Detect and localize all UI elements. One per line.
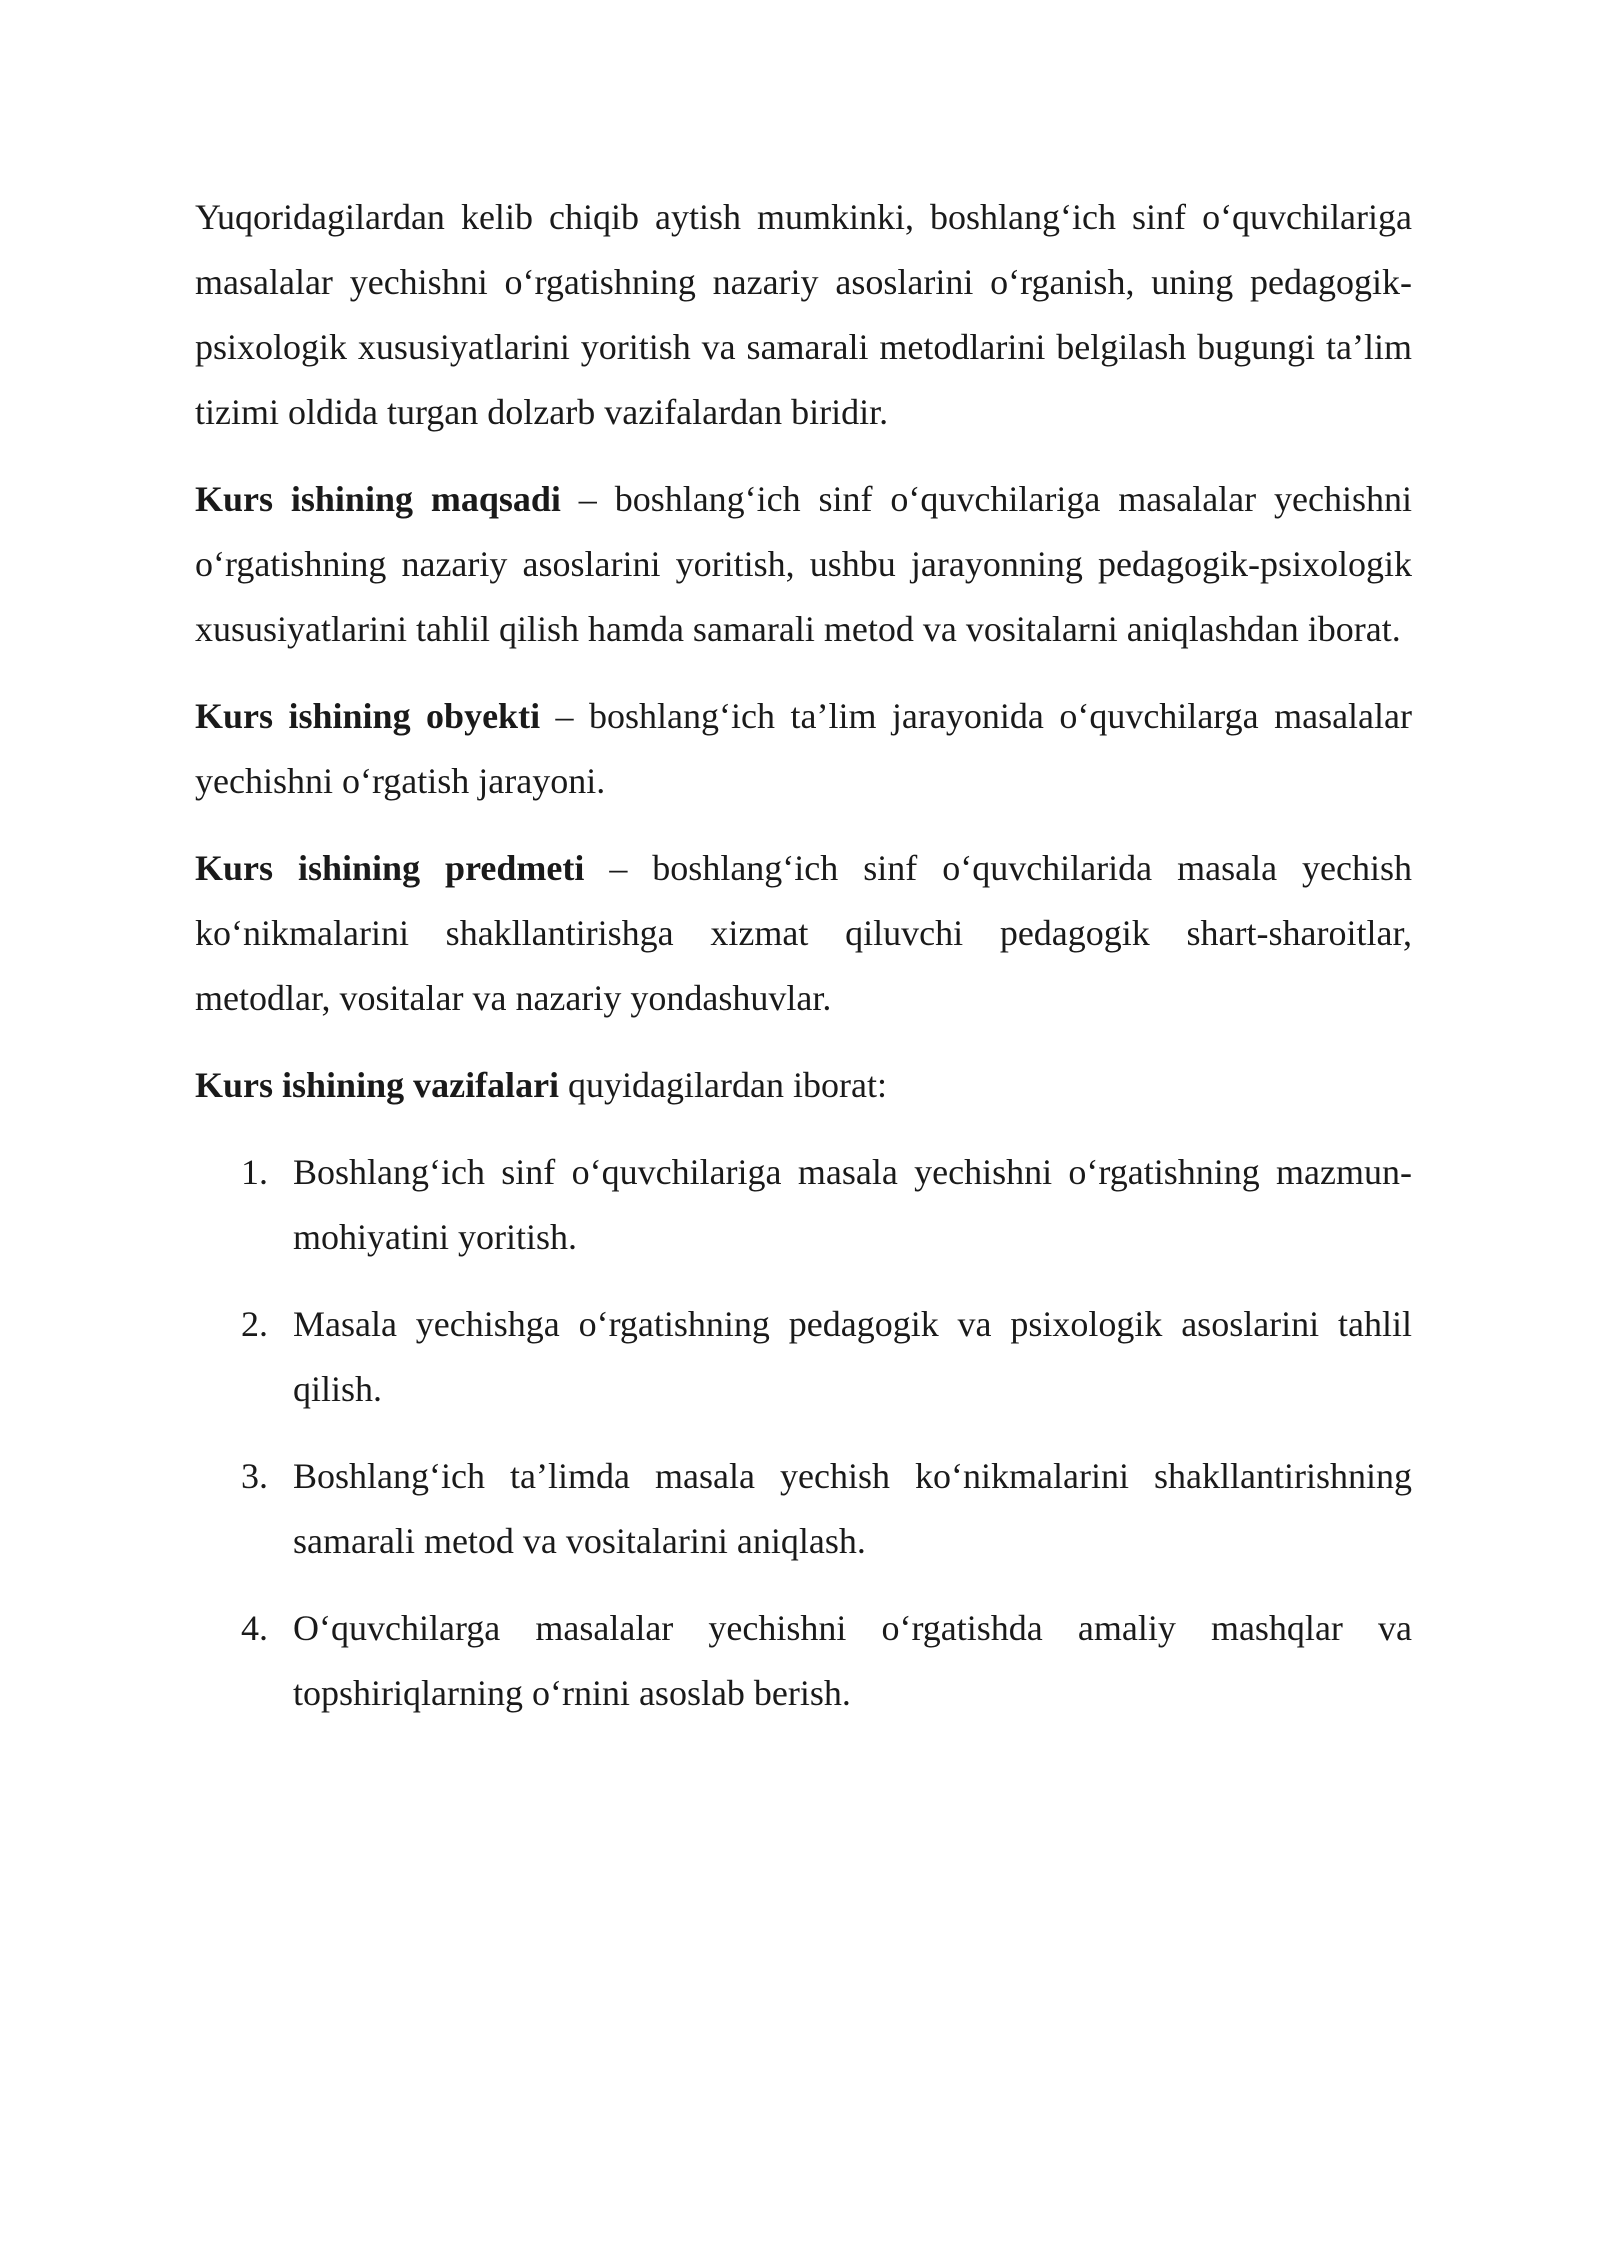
object-term: Kurs ishining obyekti — [195, 696, 541, 736]
list-item — [195, 1596, 1412, 1726]
object-paragraph — [195, 684, 1412, 814]
subject-paragraph — [195, 836, 1412, 1031]
tasks-text: quyidagilardan iborat: — [559, 1065, 887, 1105]
intro-paragraph: Yuqoridagilardan kelib chiqib aytish mumkinki, boshlang‘ich sinf o‘quvchilariga masalalar yechishni o‘rgatishning nazariy asoslarini o‘rganish, uning pedagogik-psixologik xususiyatlarini yoritish va samarali metodlarini belgilash bugungi ta’lim tizimi oldida turgan dolzarb vazifalardan biridir. — [195, 197, 1412, 432]
goal-paragraph — [195, 467, 1412, 662]
subject-term: Kurs ishining predmeti — [195, 848, 585, 888]
list-item-text: O‘quvchilarga masalalar yechishni o‘rgatishda amaliy mashqlar va topshiriqlarning o‘rnini asoslab berish. — [293, 1608, 1412, 1713]
tasks-list — [195, 1140, 1412, 1726]
list-item-text: Boshlang‘ich ta’limda masala yechish ko‘nikmalarini shakllantirishning samarali metod va vositalarini aniqlash. — [293, 1456, 1412, 1561]
list-item — [195, 1140, 1412, 1270]
list-item — [195, 1292, 1412, 1422]
list-item-number: 2. — [241, 1304, 268, 1344]
list-item-number: 3. — [241, 1456, 268, 1496]
list-item-number: 4. — [241, 1608, 268, 1648]
list-item-number: 1. — [241, 1152, 268, 1192]
document-page — [195, 185, 1412, 1748]
goal-term: Kurs ishining maqsadi — [195, 479, 561, 519]
list-item-text: Masala yechishga o‘rgatishning pedagogik va psixologik asoslarini tahlil qilish. — [293, 1304, 1412, 1409]
subject-text: – boshlang‘ich sinf o‘quvchilarida masala yechish ko‘nikmalarini shakllantirishga xizmat qiluvchi pedagogik shart-sharoitlar, metodlar, vositalar va nazariy yondashuvlar. — [195, 848, 1413, 1018]
list-item-text: Boshlang‘ich sinf o‘quvchilariga masala yechishni o‘rgatishning mazmun-mohiyatini yoritish. — [293, 1152, 1412, 1257]
tasks-paragraph — [195, 1053, 1412, 1118]
tasks-term: Kurs ishining vazifalari — [195, 1065, 560, 1105]
object-text: – boshlang‘ich ta’lim jarayonida o‘quvchilarga masalalar yechishni o‘rgatish jarayoni. — [195, 696, 1413, 801]
goal-text: – boshlang‘ich sinf o‘quvchilariga masalalar yechishni o‘rgatishning nazariy asoslarini yoritish, ushbu jarayonning pedagogik-psixologik xususiyatlarini tahlil qilish hamda samarali metod va vositalarni aniqlashdan iborat. — [195, 479, 1413, 649]
list-item — [195, 1444, 1412, 1574]
